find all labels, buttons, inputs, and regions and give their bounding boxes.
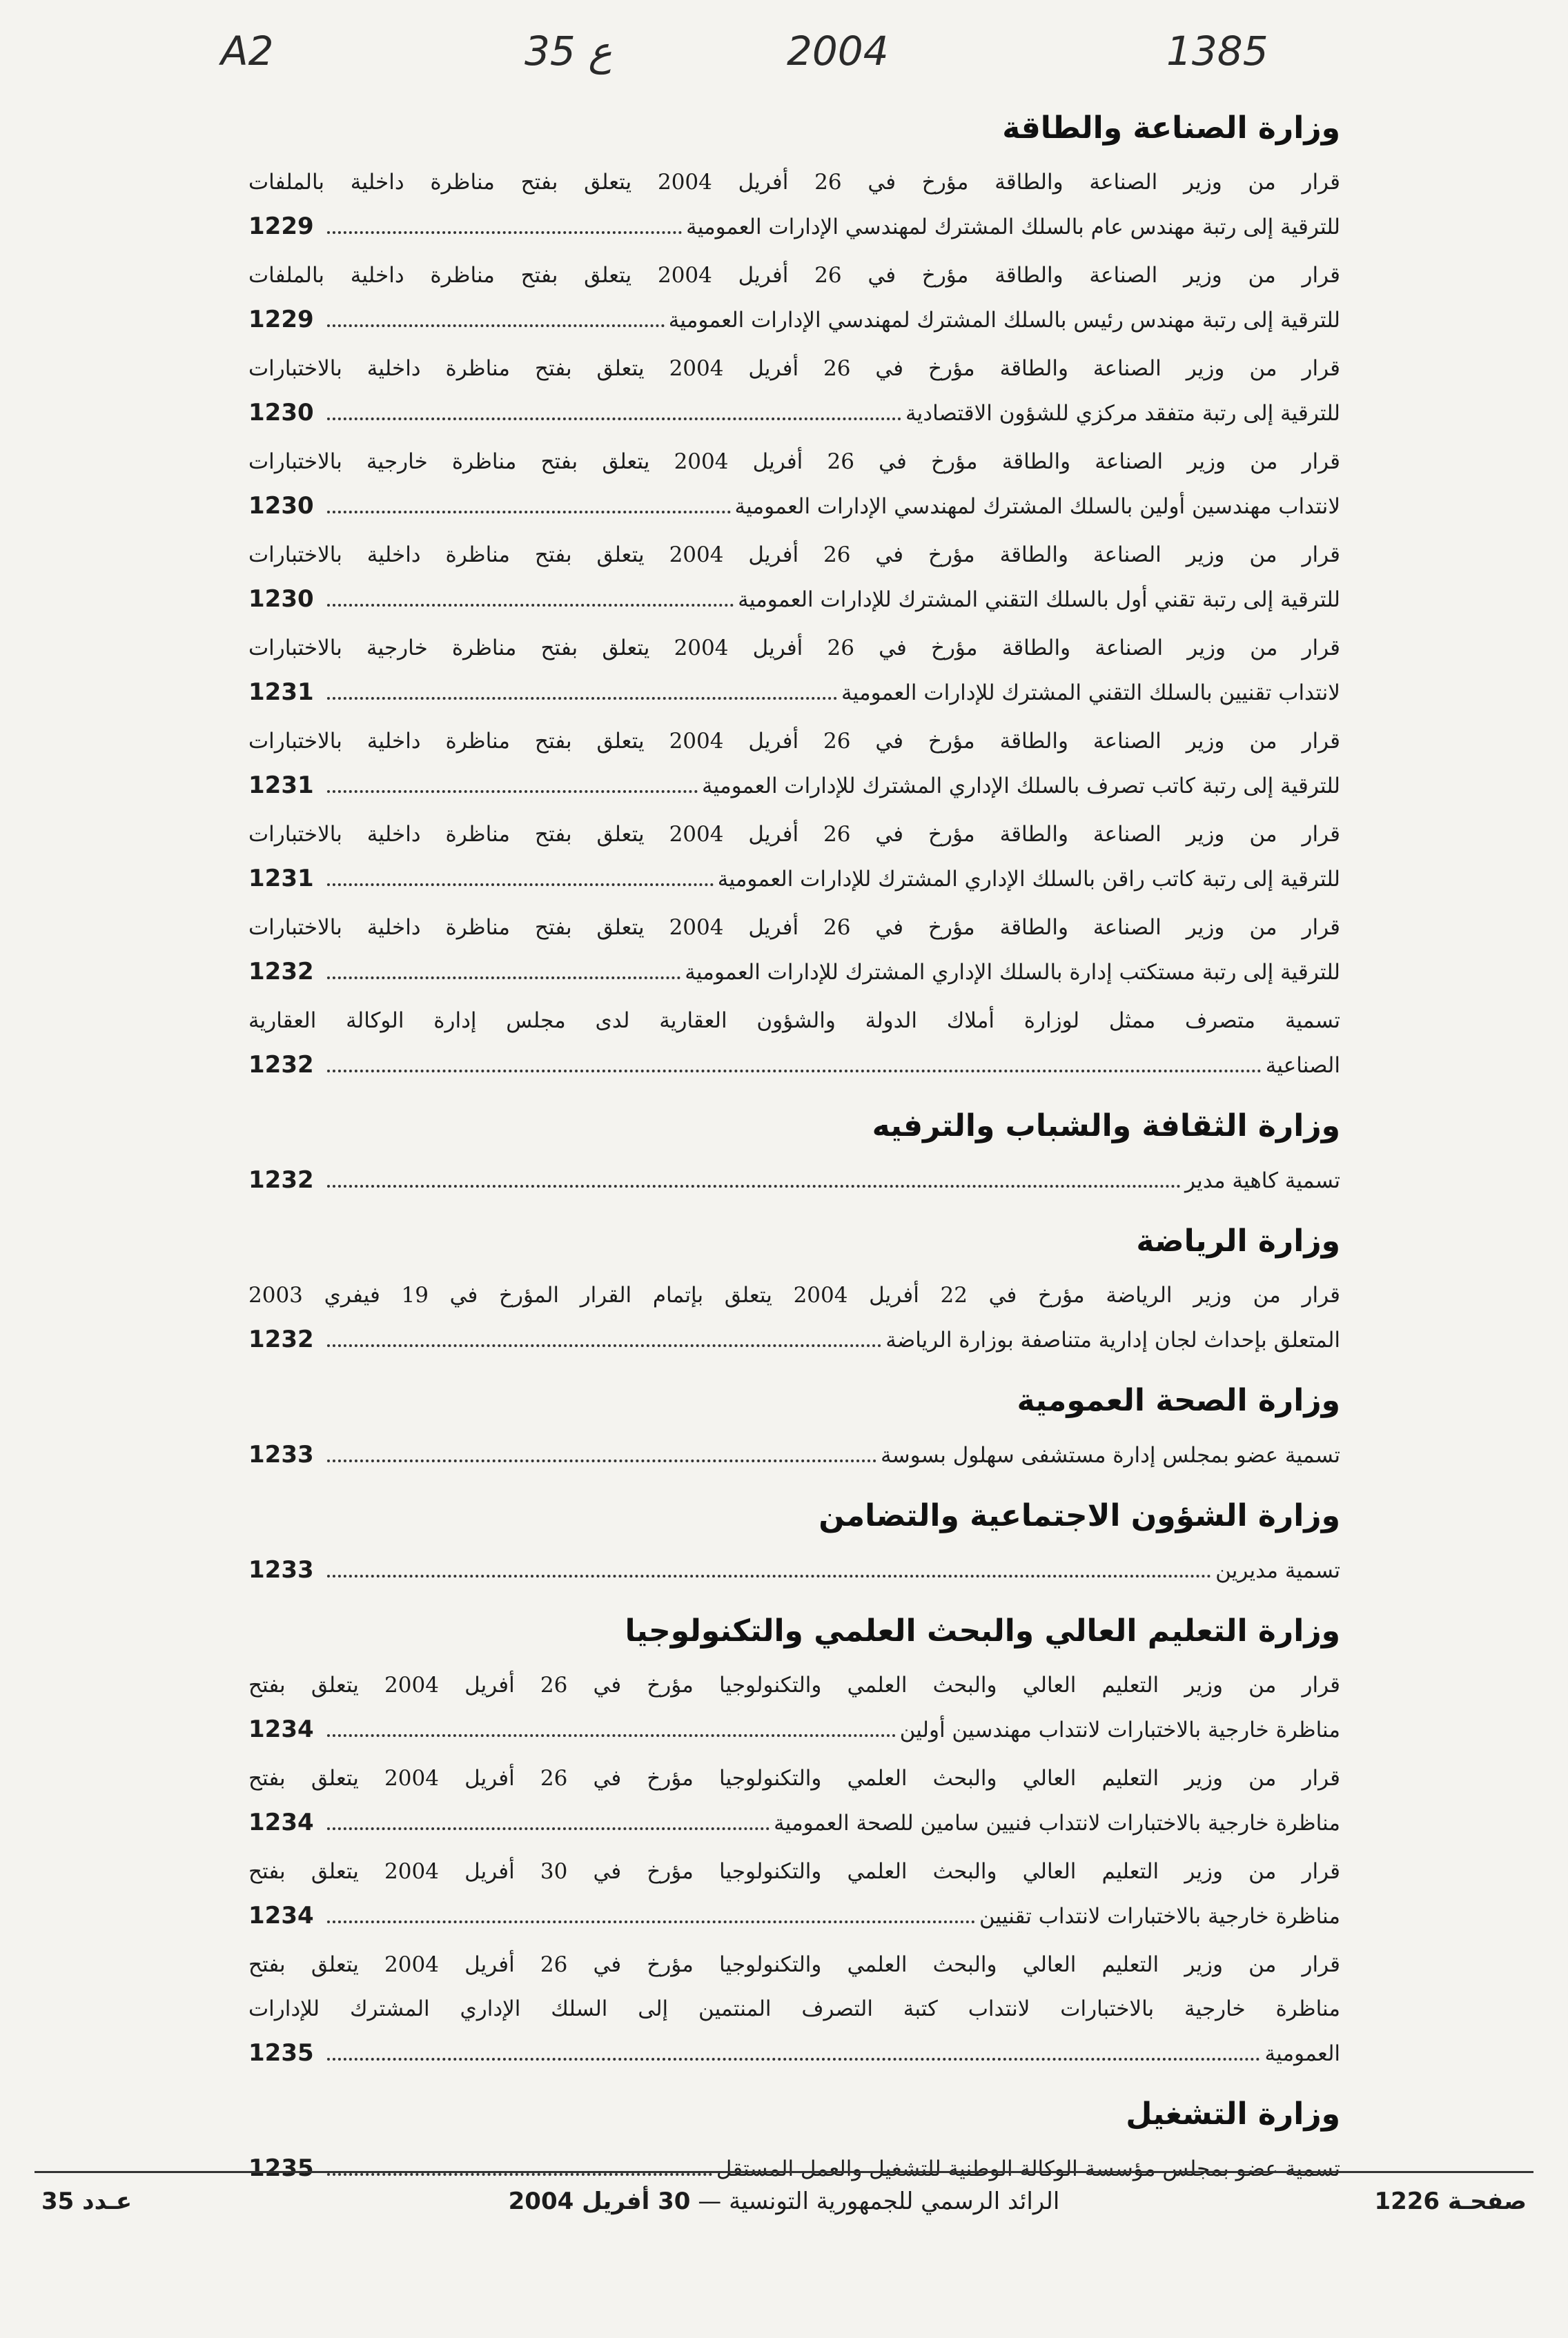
entry-final-line bbox=[248, 950, 1340, 994]
entry-text-line: مناظرة خارجية بالاختبارات لانتداب كتبة التصرف المنتمين إلى السلك الإداري المشترك للإدارات bbox=[248, 1996, 1340, 2021]
entry-page-number: 1235 bbox=[248, 2039, 314, 2067]
journal-dash: — bbox=[690, 2188, 722, 2215]
toc-entry bbox=[248, 999, 1340, 1088]
entry-text-line: قرار من وزير التعليم العالي والبحث العلمي والتكنولوجيا مؤرخ في 26 أفريل 2004 يتعلق بفتح bbox=[248, 1766, 1341, 1791]
entry-page-number: 1230 bbox=[248, 585, 314, 613]
dot-leader bbox=[327, 1920, 975, 1923]
entry-page-number: 1233 bbox=[248, 1556, 314, 1584]
toc-entry bbox=[248, 1273, 1340, 1362]
dot-leader bbox=[327, 324, 665, 327]
entry-page-number: 1234 bbox=[248, 1902, 314, 1929]
ministry-section bbox=[248, 1376, 1340, 1477]
entry-final-line bbox=[248, 1043, 1340, 1088]
toc-entry bbox=[248, 1756, 1340, 1845]
toc-entry bbox=[248, 533, 1340, 622]
toc-entry bbox=[248, 160, 1340, 249]
dot-leader bbox=[327, 604, 734, 607]
dot-leader bbox=[327, 231, 682, 234]
entry-text-line: قرار من وزير الصناعة والطاقة مؤرخ في 26 أفريل 2004 يتعلق بفتح مناظرة داخلية بالملفات bbox=[248, 263, 1340, 288]
dot-leader bbox=[327, 1460, 876, 1462]
entry-final-line bbox=[248, 1800, 1340, 1845]
entry-text-line: تسمية متصرف ممثل لوزارة أملاك الدولة والشؤون العقارية لدى مجلس إدارة الوكالة العقارية bbox=[248, 1008, 1340, 1033]
toc-entry bbox=[248, 719, 1340, 808]
entry-final-line bbox=[248, 1894, 1340, 1938]
dot-leader bbox=[327, 1344, 881, 1347]
entry-page-number: 1232 bbox=[248, 1166, 314, 1194]
toc-entry bbox=[248, 1548, 1340, 1593]
entry-text-end: للترقية إلى رتبة مهندس رئيس بالسلك المشترك لمهندسي الإدارات العمومية bbox=[668, 308, 1340, 333]
toc-entry bbox=[248, 1849, 1340, 1938]
entry-page-number: 1232 bbox=[248, 1051, 314, 1079]
entry-page-number: 1235 bbox=[248, 2154, 314, 2182]
entry-text-end: المتعلق بإحداث لجان إدارية متناصفة بوزارة الرياضة bbox=[885, 1328, 1340, 1353]
dot-leader bbox=[327, 2058, 1260, 2061]
entry-page-number: 1234 bbox=[248, 1716, 314, 1743]
entry-final-line bbox=[248, 856, 1340, 901]
entry-text-line: قرار من وزير الصناعة والطاقة مؤرخ في 26 أفريل 2004 يتعلق بفتح مناظرة داخلية بالاختبارات bbox=[248, 822, 1340, 847]
entry-text-line: قرار من وزير التعليم العالي والبحث العلمي والتكنولوجيا مؤرخ في 30 أفريل 2004 يتعلق بفتح bbox=[248, 1859, 1341, 1884]
toc-entry bbox=[248, 253, 1340, 342]
entry-page-number: 1230 bbox=[248, 399, 314, 426]
entry-final-line bbox=[248, 2146, 1340, 2191]
entry-text-end: لانتداب مهندسين أولين بالسلك المشترك لمهندسي الإدارات العمومية bbox=[734, 494, 1340, 519]
entry-text-end: تسمية عضو بمجلس مؤسسة الوكالة الوطنية للتشغيل والعمل المستقل bbox=[716, 2157, 1340, 2181]
entry-text-line: قرار من وزير الصناعة والطاقة مؤرخ في 26 أفريل 2004 يتعلق بفتح مناظرة داخلية بالاختبارات bbox=[248, 915, 1340, 940]
entry-text-end: مناظرة خارجية بالاختبارات لانتداب فنيين سامين للصحة العمومية bbox=[774, 1811, 1340, 1836]
issue-number: عـدد 35 bbox=[41, 2188, 133, 2215]
ministry-section bbox=[248, 104, 1340, 1088]
entry-text-line: قرار من وزير الصناعة والطاقة مؤرخ في 26 أفريل 2004 يتعلق بفتح مناظرة داخلية بالاختبارات bbox=[248, 356, 1340, 381]
footer-divider bbox=[35, 2171, 1533, 2173]
entry-page-number: 1231 bbox=[248, 865, 314, 892]
entry-final-line bbox=[248, 577, 1340, 622]
ministry-section bbox=[248, 1217, 1340, 1362]
page-footer bbox=[41, 2188, 1527, 2236]
dot-leader bbox=[327, 2173, 712, 2176]
toc-entry bbox=[248, 812, 1340, 901]
entry-text-end: للترقية إلى رتبة كاتب راقن بالسلك الإداري المشترك للإدارات العمومية bbox=[717, 867, 1340, 892]
page-number: صفحـة 1226 bbox=[1374, 2188, 1527, 2215]
entry-text-end: تسمية مديرين bbox=[1215, 1558, 1340, 1583]
entry-page-number: 1229 bbox=[248, 213, 314, 240]
entry-text-line: قرار من وزير الصناعة والطاقة مؤرخ في 26 أفريل 2004 يتعلق بفتح مناظرة داخلية بالاختبارات bbox=[248, 542, 1340, 567]
ministry-title: وزارة التشغيل bbox=[1126, 2096, 1340, 2132]
entry-final-line bbox=[248, 1707, 1340, 1752]
entry-text-line: قرار من وزير الصناعة والطاقة مؤرخ في 26 أفريل 2004 يتعلق بفتح مناظرة خارجية بالاختبارات bbox=[248, 636, 1340, 660]
dot-leader bbox=[327, 418, 901, 420]
toc-entry bbox=[248, 1433, 1340, 1477]
toc-entry bbox=[248, 1663, 1340, 1752]
dot-leader bbox=[327, 790, 698, 793]
dot-leader bbox=[327, 1827, 770, 1830]
dot-leader bbox=[327, 883, 714, 886]
handwritten-note-c: 2004 bbox=[787, 28, 889, 75]
ministry-title: وزارة الشؤون الاجتماعية والتضامن bbox=[819, 1498, 1340, 1533]
entry-text-end: الصناعية bbox=[1265, 1053, 1340, 1078]
ministry-title: وزارة الرياضة bbox=[1136, 1224, 1340, 1259]
handwritten-note-b: 35 ع bbox=[525, 28, 612, 75]
entry-text-line: قرار من وزير التعليم العالي والبحث العلمي والتكنولوجيا مؤرخ في 26 أفريل 2004 يتعلق بفتح bbox=[248, 1952, 1341, 1977]
entry-text-line: قرار من وزير الصناعة والطاقة مؤرخ في 26 أفريل 2004 يتعلق بفتح مناظرة خارجية بالاختبارات bbox=[248, 449, 1340, 474]
entry-final-line bbox=[248, 1433, 1340, 1477]
dot-leader bbox=[327, 1070, 1262, 1072]
journal-date: 30 أفريل 2004 bbox=[508, 2188, 691, 2215]
entry-text-end: للترقية إلى رتبة مهندس عام بالسلك المشترك لمهندسي الإدارات العمومية bbox=[686, 215, 1340, 239]
entry-final-line bbox=[248, 1158, 1340, 1203]
ministry-section bbox=[248, 2090, 1340, 2191]
toc-entry bbox=[248, 346, 1340, 435]
entry-text-line: قرار من وزير الصناعة والطاقة مؤرخ في 26 أفريل 2004 يتعلق بفتح مناظرة داخلية بالملفات bbox=[248, 170, 1340, 195]
entry-text-end: للترقية إلى رتبة تقني أول بالسلك التقني المشترك للإدارات العمومية bbox=[738, 587, 1340, 612]
entry-text-end: مناظرة خارجية بالاختبارات لانتداب تقنيين bbox=[979, 1904, 1340, 1929]
handwritten-note-d: 1385 bbox=[1166, 28, 1268, 75]
ministry-section bbox=[248, 1607, 1340, 2076]
entry-text-line: قرار من وزير الرياضة مؤرخ في 22 أفريل 2004 يتعلق بإتمام القرار المؤرخ في 19 فيفري 2003 bbox=[248, 1283, 1340, 1308]
entry-text-end: العمومية bbox=[1264, 2041, 1340, 2066]
ministry-title: وزارة الصحة العمومية bbox=[1017, 1383, 1340, 1418]
entry-final-line bbox=[248, 670, 1340, 715]
entry-page-number: 1232 bbox=[248, 1326, 314, 1353]
entry-final-line bbox=[248, 2031, 1340, 2076]
handwritten-note-a: A2 bbox=[221, 28, 274, 75]
entry-page-number: 1231 bbox=[248, 678, 314, 706]
entry-text-end: للترقية إلى رتبة كاتب تصرف بالسلك الإداري المشترك للإدارات العمومية bbox=[702, 774, 1340, 798]
entry-final-line bbox=[248, 1317, 1340, 1362]
dot-leader bbox=[327, 697, 837, 700]
entry-page-number: 1234 bbox=[248, 1809, 314, 1836]
ministry-title: وزارة التعليم العالي والبحث العلمي والتكنولوجيا bbox=[625, 1613, 1340, 1649]
table-of-contents bbox=[248, 104, 1340, 2205]
toc-entry bbox=[248, 905, 1340, 994]
dot-leader bbox=[327, 1734, 896, 1737]
toc-entry bbox=[248, 440, 1340, 529]
dot-leader bbox=[327, 1575, 1211, 1578]
entry-final-line bbox=[248, 1548, 1340, 1593]
toc-entry bbox=[248, 1943, 1340, 2076]
entry-final-line bbox=[248, 763, 1340, 808]
entry-page-number: 1231 bbox=[248, 772, 314, 799]
ministry-section bbox=[248, 1491, 1340, 1593]
entry-final-line bbox=[248, 484, 1340, 529]
toc-entry bbox=[248, 1158, 1340, 1203]
entry-text-end: تسمية كاهية مدير bbox=[1184, 1168, 1340, 1193]
entry-final-line bbox=[248, 297, 1340, 342]
entry-final-line bbox=[248, 391, 1340, 435]
entry-text-line: قرار من وزير التعليم العالي والبحث العلمي والتكنولوجيا مؤرخ في 26 أفريل 2004 يتعلق بفتح bbox=[248, 1673, 1341, 1698]
entry-text-end: مناظرة خارجية بالاختبارات لانتداب مهندسين أولين bbox=[899, 1718, 1340, 1742]
entry-page-number: 1229 bbox=[248, 306, 314, 333]
entry-page-number: 1233 bbox=[248, 1441, 314, 1468]
entry-text-end: للترقية إلى رتبة متفقد مركزي للشؤون الاقتصادية bbox=[905, 401, 1340, 426]
entry-page-number: 1232 bbox=[248, 958, 314, 985]
entry-final-line bbox=[248, 204, 1340, 249]
entry-text-end: تسمية عضو بمجلس إدارة مستشفى سهلول بسوسة bbox=[880, 1443, 1340, 1468]
ministry-title: وزارة الثقافة والشباب والترفيه bbox=[872, 1108, 1340, 1143]
entry-text-end: لانتداب تقنيين بالسلك التقني المشترك للإدارات العمومية bbox=[841, 680, 1340, 705]
ministry-title: وزارة الصناعة والطاقة bbox=[1002, 110, 1340, 146]
ministry-section bbox=[248, 1101, 1340, 1203]
dot-leader bbox=[327, 976, 680, 979]
entry-text-end: للترقية إلى رتبة مستكتب إدارة بالسلك الإداري المشترك للإدارات العمومية bbox=[685, 960, 1340, 985]
entry-page-number: 1230 bbox=[248, 492, 314, 520]
journal-name: الرائد الرسمي للجمهورية التونسية bbox=[729, 2188, 1060, 2215]
dot-leader bbox=[327, 1185, 1181, 1188]
journal-title bbox=[41, 2188, 1527, 2215]
entry-text-line: قرار من وزير الصناعة والطاقة مؤرخ في 26 أفريل 2004 يتعلق بفتح مناظرة داخلية بالاختبارات bbox=[248, 729, 1340, 754]
dot-leader bbox=[327, 511, 731, 513]
toc-entry bbox=[248, 2146, 1340, 2191]
toc-entry bbox=[248, 626, 1340, 715]
